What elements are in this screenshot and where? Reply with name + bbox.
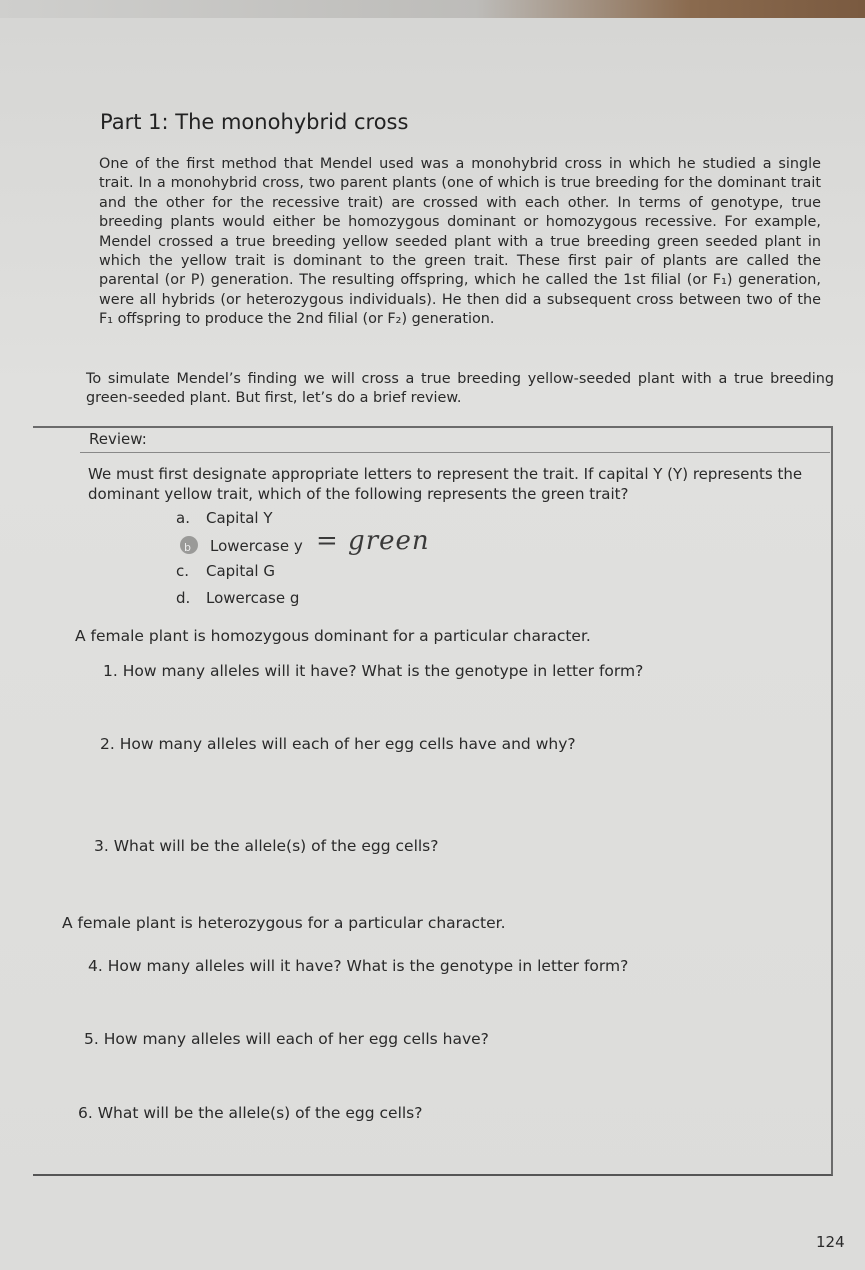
- question-2: 2. How many alleles will each of her egg cells have and why?: [100, 735, 576, 753]
- option-d[interactable]: [176, 589, 299, 607]
- option-text: Lowercase y: [210, 537, 303, 555]
- question-6: 6. What will be the allele(s) of the egg cells?: [78, 1104, 423, 1122]
- option-b[interactable]: [184, 537, 303, 555]
- option-letter: a.: [176, 509, 190, 527]
- review-box: [33, 426, 833, 1176]
- homozygous-heading: A female plant is homozygous dominant for a particular character.: [75, 627, 591, 645]
- review-label: Review:: [89, 430, 147, 448]
- review-question: We must first designate appropriate letters to represent the trait. If capital Y (Y) represents the dominant yellow trait, which of the following represents the green trait?: [88, 465, 803, 503]
- question-5: 5. How many alleles will each of her egg cells have?: [84, 1030, 489, 1048]
- option-text: Capital Y: [206, 509, 273, 527]
- option-text: Capital G: [206, 562, 275, 580]
- option-a[interactable]: [176, 509, 273, 527]
- simulate-paragraph: To simulate Mendel’s finding we will cross a true breeding yellow-seeded plant with a true breeding green-seeded plant. But first, let’s do a brief review.: [86, 371, 834, 407]
- part-title: Part 1: The monohybrid cross: [100, 110, 409, 134]
- option-text: Lowercase g: [206, 589, 300, 607]
- review-divider: [80, 452, 830, 453]
- option-letter: c.: [176, 562, 190, 580]
- question-1: 1. How many alleles will it have? What is the genotype in letter form?: [103, 662, 644, 680]
- option-letter: d.: [176, 589, 191, 607]
- heterozygous-heading: A female plant is heterozygous for a particular character.: [62, 914, 506, 932]
- option-letter: b: [184, 541, 191, 554]
- question-3: 3. What will be the allele(s) of the egg cells?: [94, 837, 439, 855]
- option-c[interactable]: [176, 562, 275, 580]
- question-4: 4. How many alleles will it have? What is the genotype in letter form?: [88, 957, 629, 975]
- intro-paragraph: One of the first method that Mendel used was a monohybrid cross in which he studied a single trait. In a monohybrid cross, two parent plants (one of which is true breeding for the dominant trait and the other for the recessive trait) are crossed with each other. In terms of genotype, true breeding plants would either be homozygous dominant or homozygous recessive. For example, Mendel crossed a true breeding yellow seeded plant with a true breeding green seeded plant in which the yellow trait is dominant to the green trait. These first pair of plants are called the parental (or P) generation. The resulting offspring, which he called the 1st filial (or F₁) generation, were all hybrids (or heterozygous individuals). He then did a subsequent cross between two of the F₁ offspring to produce the 2nd filial (or F₂) generation.: [99, 156, 821, 328]
- handwritten-answer: = green: [316, 526, 430, 556]
- page-number: 124: [816, 1233, 845, 1251]
